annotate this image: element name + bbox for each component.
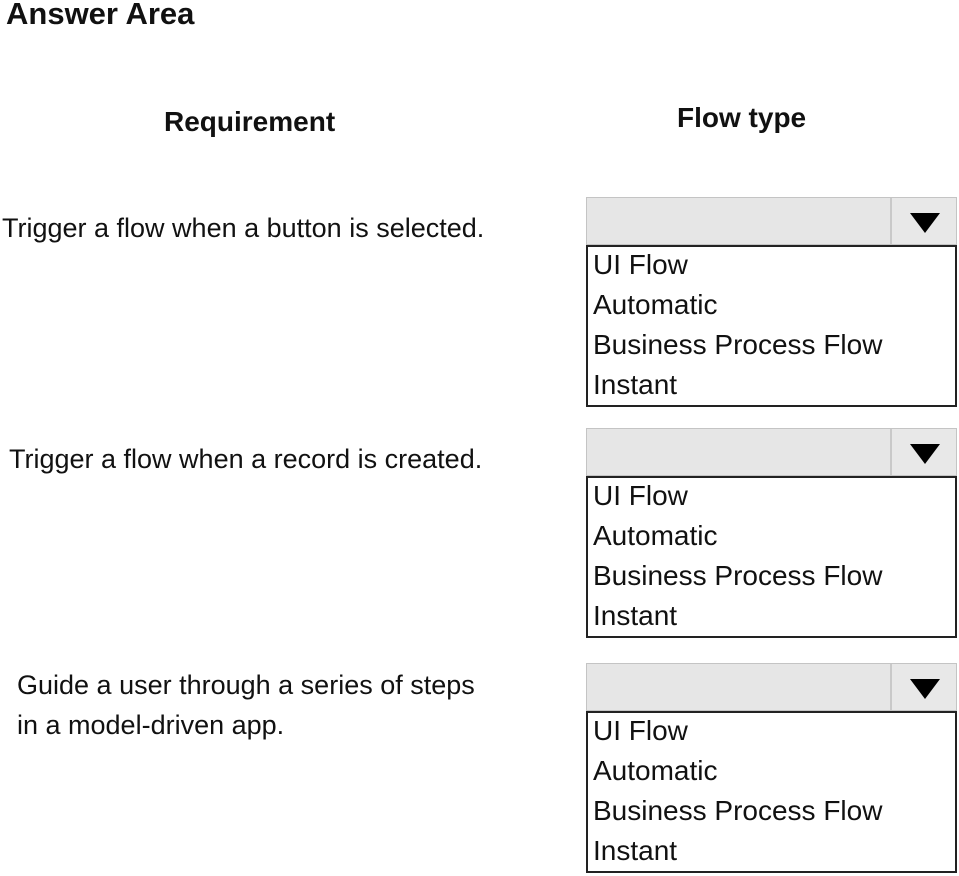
dropdown-option-business-process-flow[interactable]: Business Process Flow (593, 329, 883, 360)
dropdown-toggle-button[interactable] (890, 664, 956, 710)
dropdown-options-list (586, 476, 957, 638)
dropdown-options-list (586, 245, 957, 407)
dropdown-option-automatic[interactable]: Automatic (593, 289, 718, 320)
dropdown-option-ui-flow[interactable]: UI Flow (593, 480, 688, 511)
dropdown-toggle-button[interactable] (890, 198, 956, 244)
chevron-down-icon (910, 444, 940, 464)
chevron-down-icon (910, 213, 940, 233)
dropdown-select-box[interactable] (586, 663, 957, 711)
requirement-column-header: Requirement (164, 106, 336, 137)
dropdown-option-ui-flow[interactable]: UI Flow (593, 249, 688, 280)
flow-type-column-header: Flow type (677, 102, 807, 133)
dropdown-option-instant[interactable]: Instant (593, 369, 678, 400)
dropdown-options-list (586, 711, 957, 873)
chevron-down-icon (910, 679, 940, 699)
flow-type-dropdown[interactable] (586, 197, 957, 407)
dropdown-option-instant[interactable]: Instant (593, 835, 678, 866)
dropdown-select-box[interactable] (586, 428, 957, 476)
requirement-line: Guide a user through a series of steps (17, 670, 475, 700)
requirement-text (17, 665, 475, 745)
dropdown-option-automatic[interactable]: Automatic (593, 755, 718, 786)
dropdown-select-box[interactable] (586, 197, 957, 245)
flow-type-dropdown[interactable] (586, 663, 957, 873)
requirement-text (9, 439, 482, 479)
dropdown-option-ui-flow[interactable]: UI Flow (593, 715, 688, 746)
page-title: Answer Area (6, 0, 195, 31)
flow-type-dropdown[interactable] (586, 428, 957, 638)
dropdown-option-business-process-flow[interactable]: Business Process Flow (593, 795, 883, 826)
requirement-line: in a model-driven app. (17, 710, 285, 740)
dropdown-option-instant[interactable]: Instant (593, 600, 678, 631)
requirement-text (2, 208, 484, 248)
requirement-line: Trigger a flow when a button is selected. (2, 213, 485, 243)
dropdown-toggle-button[interactable] (890, 429, 956, 475)
dropdown-option-automatic[interactable]: Automatic (593, 520, 718, 551)
dropdown-option-business-process-flow[interactable]: Business Process Flow (593, 560, 883, 591)
requirement-line: Trigger a flow when a record is created. (9, 444, 483, 474)
